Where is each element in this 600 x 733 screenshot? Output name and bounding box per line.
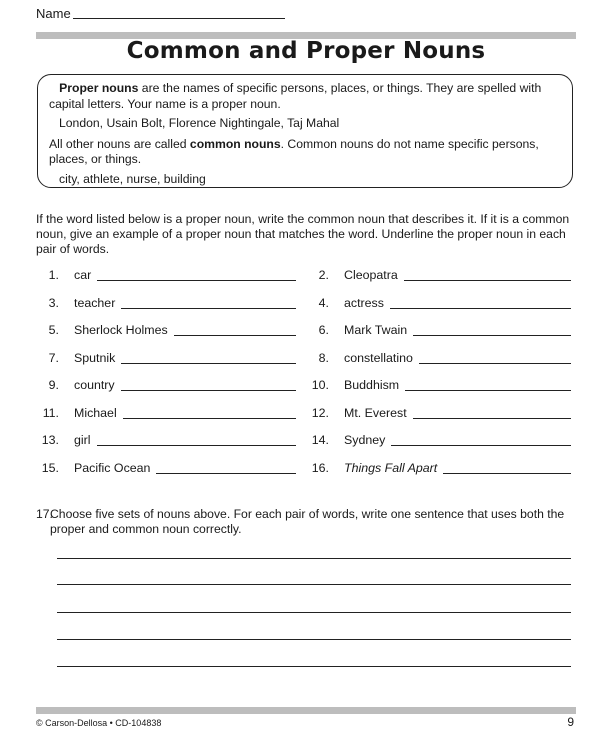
proper-noun-examples: London, Usain Bolt, Florence Nightingale, Taj Mahal xyxy=(59,116,340,130)
item-number: 1. xyxy=(48,268,59,282)
item-word: Mt. Everest xyxy=(344,405,407,420)
item-word: Michael xyxy=(74,405,117,420)
bottom-divider-band xyxy=(36,707,576,714)
item-6 xyxy=(306,322,571,338)
answer-blank[interactable] xyxy=(405,390,571,391)
page-title: Common and Proper Nouns xyxy=(126,38,486,64)
answer-blank[interactable] xyxy=(391,445,571,446)
instructions: If the word listed below is a proper noun, write the common noun that describes it. If it is a common noun, give an example of a proper noun that matches the word. Underline the proper noun in each pair of words. xyxy=(36,212,570,256)
question-17-number: 17. xyxy=(36,507,53,521)
item-12 xyxy=(306,405,571,421)
answer-blank[interactable] xyxy=(413,418,571,419)
item-word: Sydney xyxy=(344,433,386,447)
item-word: Sherlock Holmes xyxy=(74,323,168,337)
item-word: Things Fall Apart xyxy=(344,460,438,475)
item-15 xyxy=(36,460,296,476)
name-row xyxy=(36,5,285,21)
item-word: car xyxy=(74,268,92,282)
answer-blank[interactable] xyxy=(97,280,296,281)
answer-blank[interactable] xyxy=(404,280,571,281)
item-word: Mark Twain xyxy=(344,323,408,337)
item-4 xyxy=(306,295,571,311)
item-number: 12. xyxy=(311,405,329,420)
item-2 xyxy=(306,267,571,283)
writing-line-2[interactable] xyxy=(57,584,571,585)
item-number: 5. xyxy=(48,323,59,337)
item-number: 10. xyxy=(311,378,329,392)
answer-blank[interactable] xyxy=(419,363,571,364)
item-word: Pacific Ocean xyxy=(74,460,151,475)
proper-noun-text: are the names of specific persons, places, or things. They are spelled with capital letters. Your name is a proper noun. xyxy=(49,81,542,111)
item-number: 6. xyxy=(318,323,329,337)
item-number: 14. xyxy=(311,433,329,447)
item-number: 9. xyxy=(48,378,59,392)
item-word: Buddhism xyxy=(344,378,400,392)
item-number: 16. xyxy=(311,460,329,475)
item-7 xyxy=(36,350,296,366)
name-blank[interactable] xyxy=(73,5,285,19)
item-number: 11. xyxy=(42,405,59,420)
item-word: constellatino xyxy=(344,350,413,365)
common-noun-text: . Common nouns do not name specific persons, places, or things. xyxy=(49,136,539,166)
item-5 xyxy=(36,322,296,338)
answer-blank[interactable] xyxy=(123,418,296,419)
item-1 xyxy=(36,267,296,283)
item-16 xyxy=(306,460,571,476)
answer-blank[interactable] xyxy=(390,308,571,309)
item-number: 3. xyxy=(48,295,59,310)
item-number: 2. xyxy=(318,268,329,282)
item-9 xyxy=(36,377,296,393)
item-number: 13. xyxy=(41,433,59,447)
item-3 xyxy=(36,295,296,311)
item-word: Cleopatra xyxy=(344,268,398,282)
answer-blank[interactable] xyxy=(174,335,296,336)
answer-blank[interactable] xyxy=(121,390,296,391)
common-noun-examples: city, athlete, nurse, building xyxy=(59,171,206,186)
proper-noun-definition xyxy=(49,81,562,112)
writing-line-1[interactable] xyxy=(57,558,571,559)
item-word: teacher xyxy=(74,295,116,310)
question-17-text: Choose five sets of nouns above. For each pair of words, write one sentence that uses both the proper and common noun correctly. xyxy=(50,507,565,536)
answer-blank[interactable] xyxy=(443,473,571,474)
writing-line-3[interactable] xyxy=(57,612,571,613)
writing-line-5[interactable] xyxy=(57,666,571,667)
footer-copyright: © Carson-Dellosa • CD-104838 xyxy=(36,718,162,728)
item-10 xyxy=(306,377,571,393)
answer-blank[interactable] xyxy=(121,363,296,364)
question-17 xyxy=(36,507,576,537)
definition-box xyxy=(37,74,573,188)
item-number: 8. xyxy=(318,350,329,365)
page-number: 9 xyxy=(567,715,574,729)
item-word: girl xyxy=(74,433,91,447)
common-noun-term: common nouns xyxy=(189,136,281,151)
item-number: 4. xyxy=(318,295,329,310)
answer-blank[interactable] xyxy=(97,445,296,446)
answer-blank[interactable] xyxy=(413,335,571,336)
item-word: Sputnik xyxy=(74,350,116,365)
item-8 xyxy=(306,350,571,366)
answer-blank[interactable] xyxy=(121,308,296,309)
item-number: 15. xyxy=(41,460,59,475)
answer-blank[interactable] xyxy=(156,473,296,474)
item-14 xyxy=(306,432,571,448)
item-word: actress xyxy=(344,295,384,310)
item-13 xyxy=(36,432,296,448)
common-noun-definition xyxy=(49,137,562,168)
item-number: 7. xyxy=(48,350,59,365)
name-label: Name xyxy=(36,6,71,21)
item-word: country xyxy=(74,378,115,392)
common-noun-intro: All other nouns are called xyxy=(49,136,190,151)
proper-noun-term: Proper nouns xyxy=(59,81,139,95)
item-11 xyxy=(36,405,296,421)
writing-line-4[interactable] xyxy=(57,639,571,640)
